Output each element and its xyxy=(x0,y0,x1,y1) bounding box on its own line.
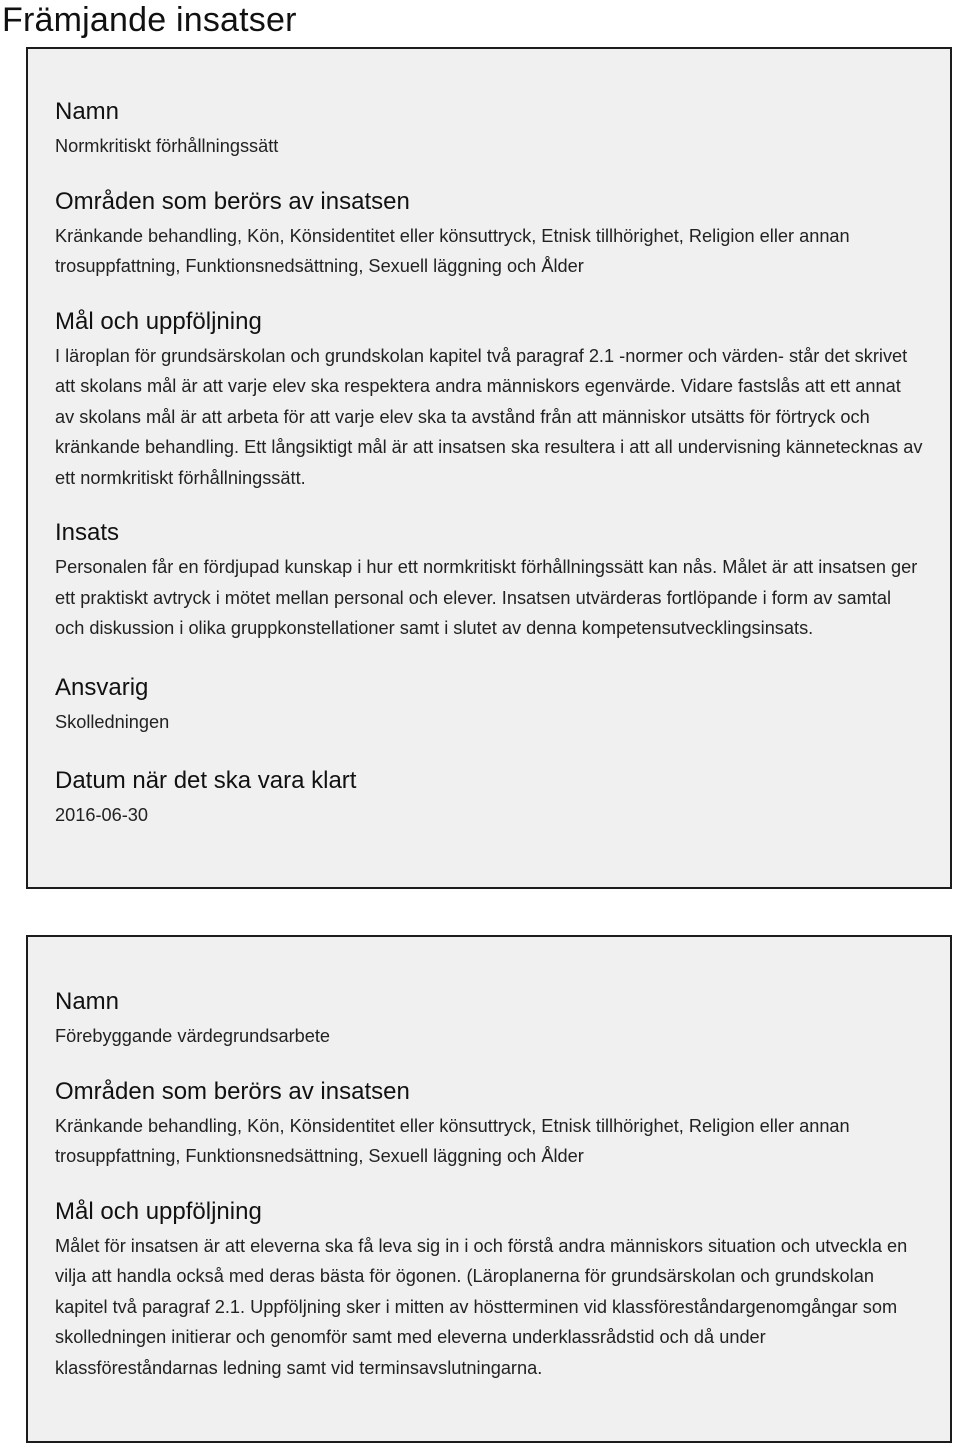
name-field xyxy=(55,97,923,162)
deadline-value: 2016-06-30 xyxy=(55,805,149,825)
responsible-heading: Ansvarig xyxy=(55,673,149,701)
action-card xyxy=(26,935,952,1443)
areas-value: Kränkande behandling, Kön, Könsidentitet eller könsuttryck, Etnisk tillhörighet, Religion eller annan trosuppfattning, Funktionsnedsättning, Sexuell läggning och Ålder xyxy=(55,225,850,276)
name-value: Normkritiskt förhållningssätt xyxy=(55,136,279,156)
goals-field xyxy=(55,307,923,494)
name-heading: Namn xyxy=(55,988,120,1015)
action-heading: Insats xyxy=(55,519,120,546)
deadline-heading: Datum när det ska vara klart xyxy=(55,767,357,794)
goals-value: I läroplan för grundsärskolan och grundskolan kapitel två paragraf 2.1 -normer och värden- står det skrivet att skolans mål är att varje elev ska respektera andra människors egenvärde. Vidare fastslås att ett annat av skolans mål är att arbeta för att varje elev ska ta avstånd från att människor utsätts för förtryck och kränkande behandling. Ett långsiktigt mål är att insatsen ska resultera i att all undervisning kännetecknas av ett normkritiskt förhållningssätt. xyxy=(55,345,923,488)
action-card xyxy=(26,47,952,889)
goals-value: Målet för insatsen är att eleverna ska få leva sig in i och förstå andra människors situation och utveckla en vilja att handla också med deras bästa för ögonen. (Läroplanerna för grundsärskolan och grundskolan kapitel två paragraf 2.1. Uppföljning sker i mitten av höstterminen vid klassföreståndargenomgångar som skolledningen initierar och genomför samt med eleverna underklassrådstid och då under klassföreståndarnas ledning samt vid terminsavslutningarna. xyxy=(55,1235,908,1378)
action-field xyxy=(55,518,923,644)
action-value: Personalen får en fördjupad kunskap i hur ett normkritiskt förhållningssätt kan nås. Målet är att insatsen ger ett praktiskt avtryck i mötet mellan personal och elever. Insatsen utvärderas fortlöpande i form av samtal och diskussion i olika gruppkonstellationer samt i slutet av denna kompetensutvecklingsinsats. xyxy=(55,557,918,638)
name-heading: Namn xyxy=(55,98,120,125)
areas-field xyxy=(55,1077,923,1172)
name-value: Förebyggande värdegrundsarbete xyxy=(55,1026,331,1046)
deadline-field xyxy=(55,766,923,831)
areas-heading: Områden som berörs av insatsen xyxy=(55,1077,410,1105)
goals-heading: Mål och uppföljning xyxy=(55,307,262,335)
responsible-value: Skolledningen xyxy=(55,711,170,732)
areas-field xyxy=(55,187,923,282)
goals-field xyxy=(55,1197,923,1384)
page-title: Främjande insatser xyxy=(2,1,297,39)
name-field xyxy=(55,987,923,1052)
areas-value: Kränkande behandling, Kön, Könsidentitet eller könsuttryck, Etnisk tillhörighet, Religion eller annan trosuppfattning, Funktionsnedsättning, Sexuell läggning och Ålder xyxy=(55,1115,850,1166)
goals-heading: Mål och uppföljning xyxy=(55,1197,262,1225)
areas-heading: Områden som berörs av insatsen xyxy=(55,187,410,215)
responsible-field xyxy=(55,673,923,738)
